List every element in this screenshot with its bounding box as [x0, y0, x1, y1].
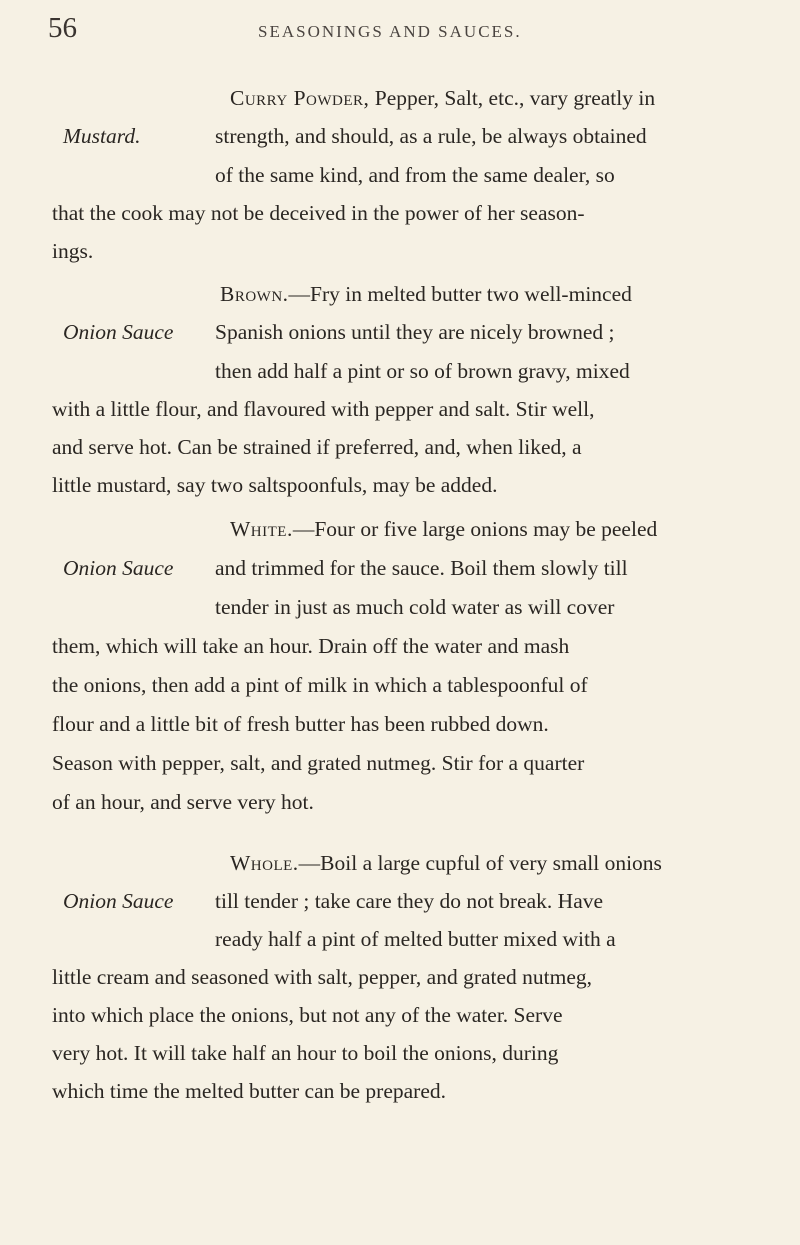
paragraph-line: tender in just as much cold water as will cover	[215, 595, 615, 619]
paragraph-line: of an hour, and serve very hot.	[52, 790, 314, 814]
paragraph-line: Whole.—Boil a large cupful of very small onions	[230, 851, 662, 875]
marginal-note-onion-sauce-brown: Onion Sauce	[63, 320, 174, 344]
marginal-note-onion-sauce-whole: Onion Sauce	[63, 889, 174, 913]
lead-word: Whole.	[230, 851, 299, 875]
marginal-note-onion-sauce-white: Onion Sauce	[63, 556, 174, 580]
paragraph-line: Brown.—Fry in melted butter two well-minced	[220, 282, 632, 306]
page-number: 56	[48, 12, 77, 44]
paragraph-line: that the cook may not be deceived in the power of her season-	[52, 201, 585, 225]
paragraph-line: flour and a little bit of fresh butter has been rubbed down.	[52, 712, 549, 736]
paragraph-line: with a little flour, and flavoured with pepper and salt. Stir well,	[52, 397, 595, 421]
page-header	[0, 12, 800, 72]
paragraph-line: Curry Powder, Pepper, Salt, etc., vary greatly in	[230, 86, 656, 110]
paragraph-line: and serve hot. Can be strained if preferred, and, when liked, a	[52, 435, 582, 459]
marginal-note-mustard: Mustard.	[63, 124, 141, 148]
paragraph-line: which time the melted butter can be prepared.	[52, 1079, 447, 1103]
paragraph-line: little cream and seasoned with salt, pepper, and grated nutmeg,	[52, 965, 593, 989]
paragraph-line: then add half a pint or so of brown gravy, mixed	[215, 359, 630, 383]
paragraph-line: till tender ; take care they do not break. Have	[215, 889, 604, 913]
paragraph-line: and trimmed for the sauce. Boil them slowly till	[215, 556, 628, 580]
paragraph-line: White.—Four or five large onions may be peeled	[230, 517, 658, 541]
paragraph-line: little mustard, say two saltspoonfuls, may be added.	[52, 473, 498, 497]
lead-word: Brown.	[220, 282, 289, 306]
paragraph-line: ings.	[52, 239, 94, 263]
paragraph-line: into which place the onions, but not any of the water. Serve	[52, 1003, 563, 1027]
paragraph-line: the onions, then add a pint of milk in which a tablespoonful of	[52, 673, 588, 697]
lead-word: White.	[230, 517, 293, 541]
lead-word: Curry Powder,	[230, 86, 370, 110]
paragraph-line: of the same kind, and from the same dealer, so	[215, 163, 615, 187]
paragraph-line: very hot. It will take half an hour to boil the onions, during	[52, 1041, 559, 1065]
paragraph-line: Spanish onions until they are nicely browned ;	[215, 320, 615, 344]
running-title: SEASONINGS AND SAUCES.	[258, 22, 522, 41]
paragraph-line: strength, and should, as a rule, be always obtained	[215, 124, 647, 148]
paragraph-line: them, which will take an hour. Drain off the water and mash	[52, 634, 570, 658]
paragraph-line: Season with pepper, salt, and grated nutmeg. Stir for a quarter	[52, 751, 585, 775]
paragraph-line: ready half a pint of melted butter mixed with a	[215, 927, 616, 951]
